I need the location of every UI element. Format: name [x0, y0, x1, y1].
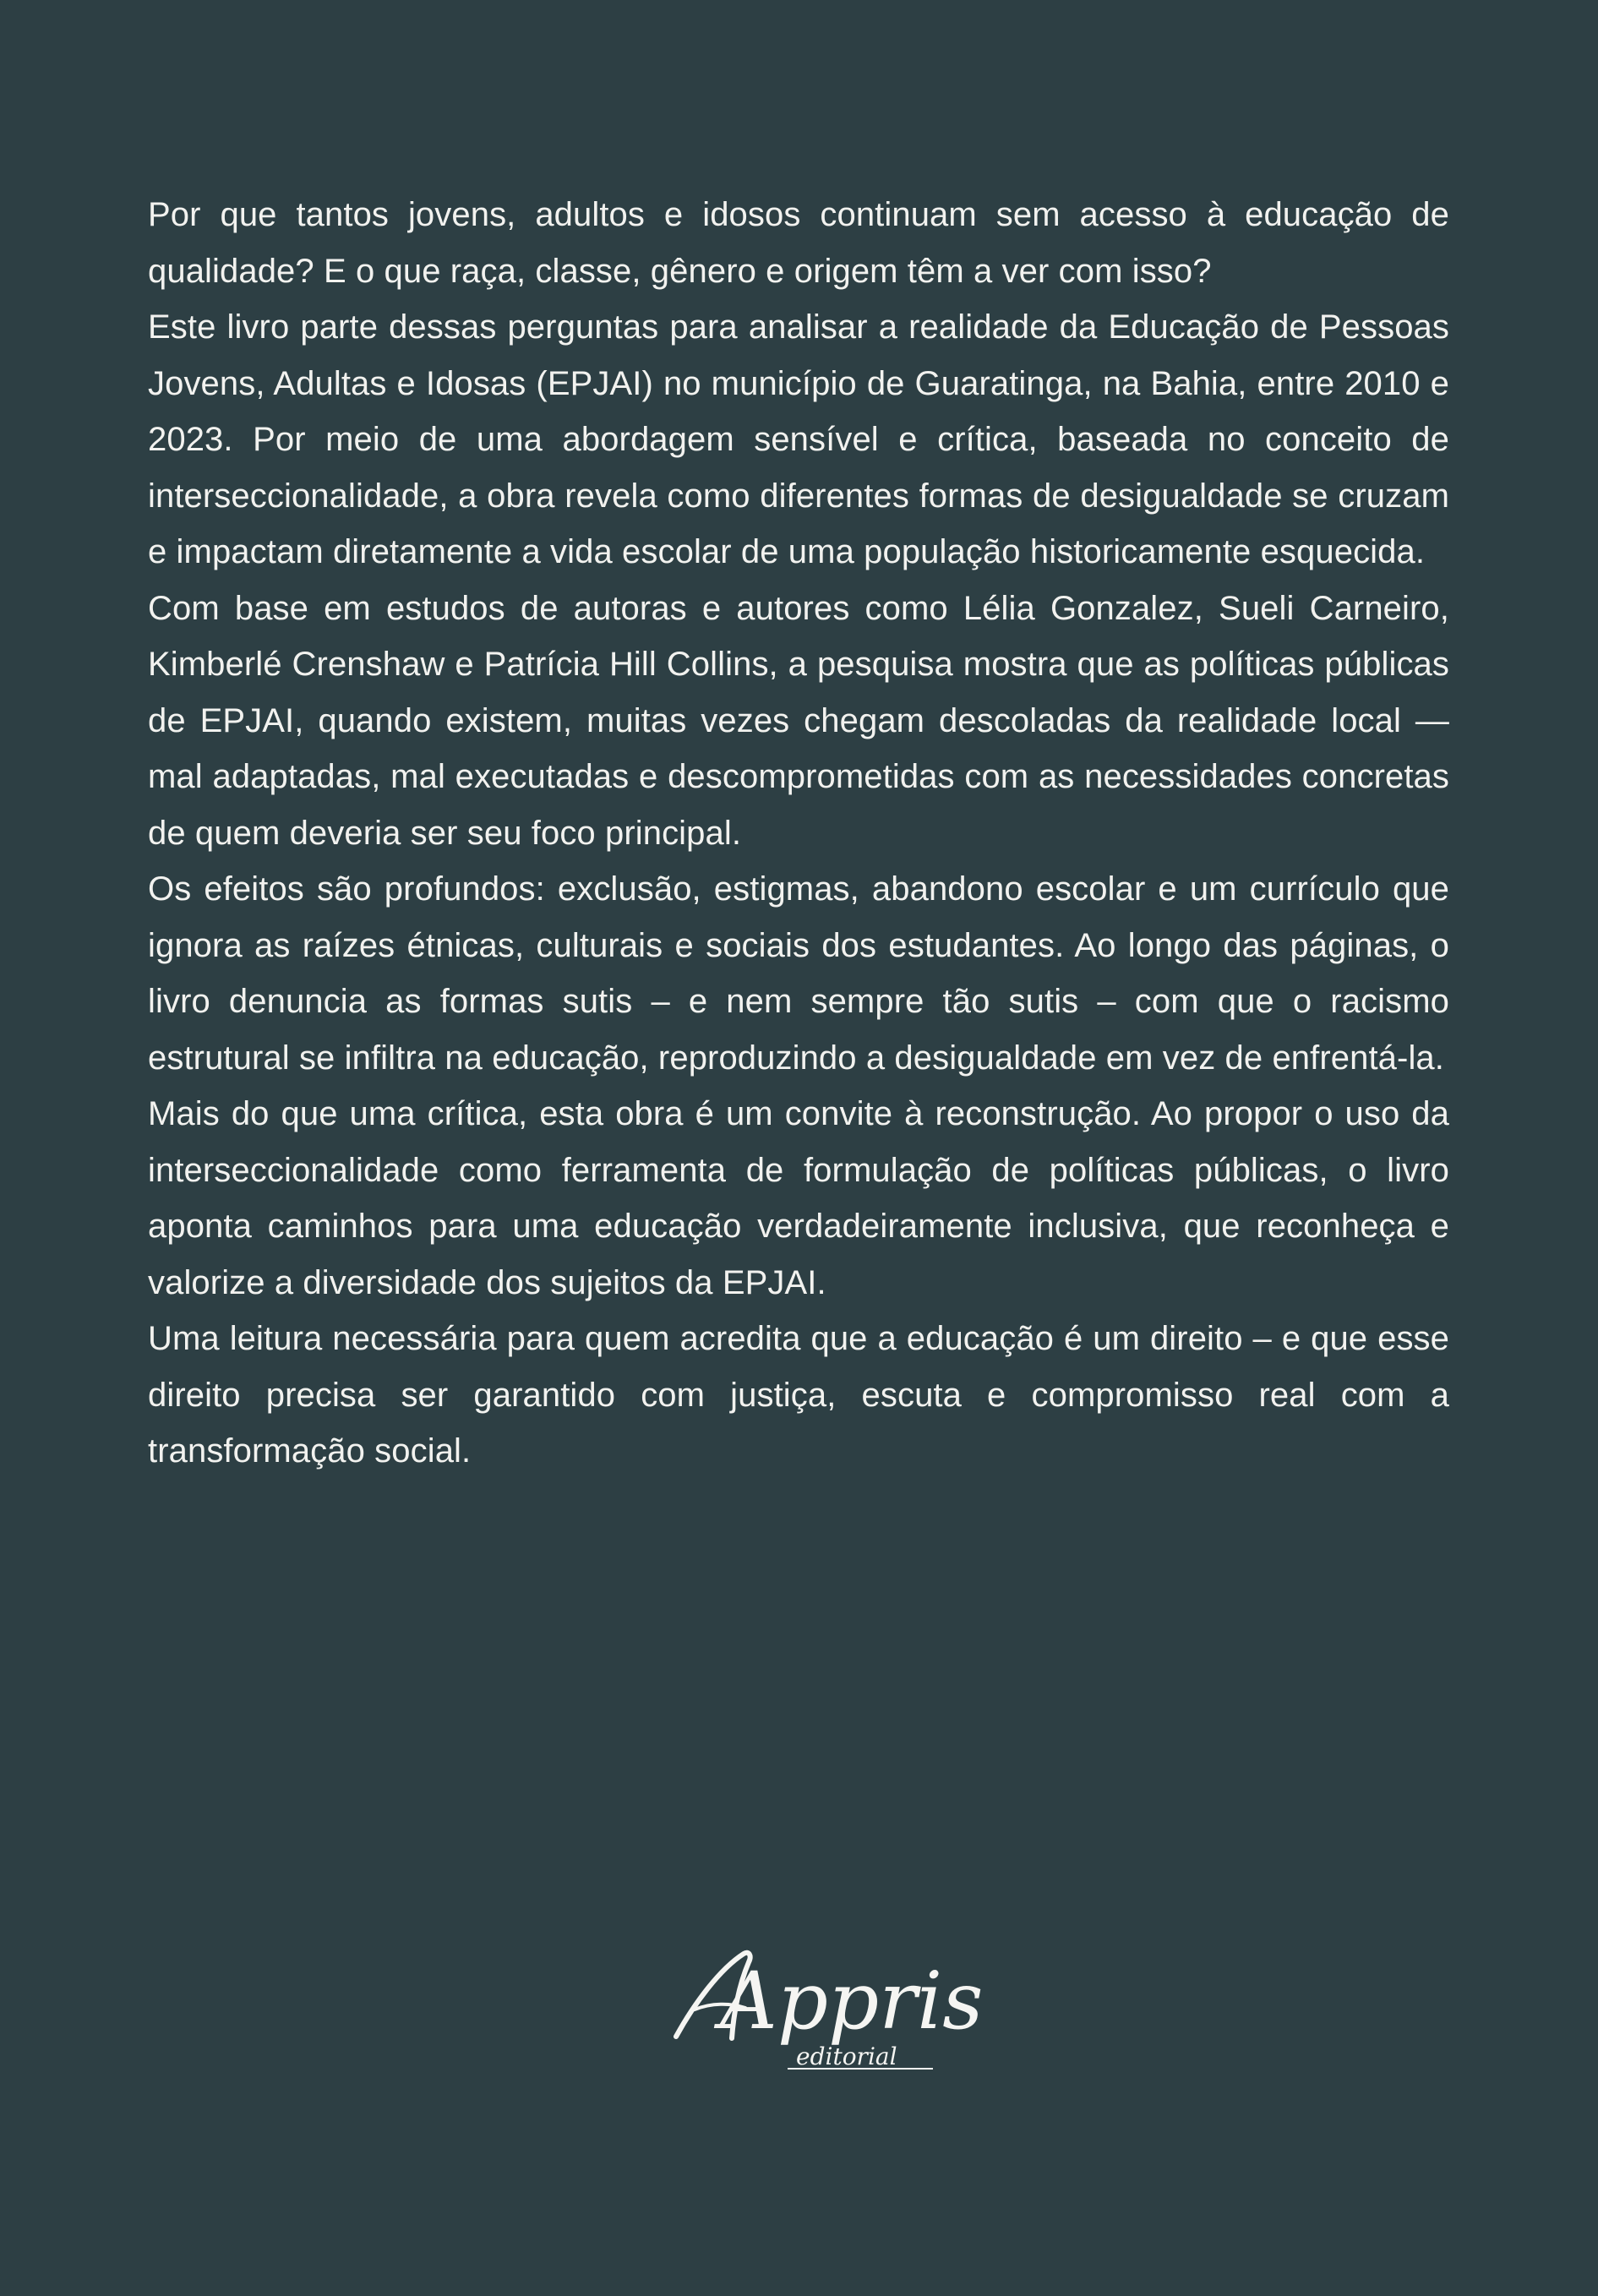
publisher-logo [661, 1944, 984, 2087]
synopsis-paragraph: Mais do que uma crítica, esta obra é um convite à reconstrução. Ao propor o uso da interseccionalidade como ferramenta de formulação de políticas públicas, o livro aponta caminhos para uma educação verdadeiramente inclusiva, que reconheça e valorize a diversidade dos sujeitos da EPJAI. [148, 1095, 1449, 1301]
appris-logo-mark [661, 1944, 984, 2087]
logo-brand-text: Appris [720, 1955, 984, 2048]
synopsis-paragraph: Os efeitos são profundos: exclusão, estigmas, abandono escolar e um currículo que ignora as raízes étnicas, culturais e sociais dos estudantes. Ao longo das páginas, o livro denuncia as formas sutis – e nem sempre tão sutis – com que o racismo estrutural se infiltra na educação, reproduzindo a desigualdade em vez de enfrentá-la. [148, 870, 1449, 1077]
synopsis-paragraph: Uma leitura necessária para quem acredita que a educação é um direito – e que esse direito precisa ser garantido com justiça, escuta e compromisso real com a transformação social. [148, 1320, 1449, 1470]
logo-subtitle-text: editorial [796, 2042, 897, 2070]
synopsis-text [148, 187, 1449, 1480]
synopsis-paragraph: Com base em estudos de autoras e autores como Lélia Gonzalez, Sueli Carneiro, Kimberlé Crenshaw e Patrícia Hill Collins, a pesquisa mostra que as políticas públicas de EPJAI, quando existem, muitas vezes chegam descoladas da realidade local — mal adaptadas, mal executadas e descomprometidas com as necessidades concretas de quem deveria ser seu foco principal. [148, 589, 1449, 852]
synopsis-paragraph: Este livro parte dessas perguntas para analisar a realidade da Educação de Pessoas Jovens, Adultas e Idosas (EPJAI) no município de Guaratinga, na Bahia, entre 2010 e 2023. Por meio de uma abordagem sensível e crítica, baseada no conceito de interseccionalidade, a obra revela como diferentes formas de desigualdade se cruzam e impactam diretamente a vida escolar de uma população historicamente esquecida. [148, 308, 1449, 570]
synopsis-paragraph: Por que tantos jovens, adultos e idosos continuam sem acesso à educação de qualidade? E o que raça, classe, gênero e origem têm a ver com isso? [148, 196, 1449, 290]
